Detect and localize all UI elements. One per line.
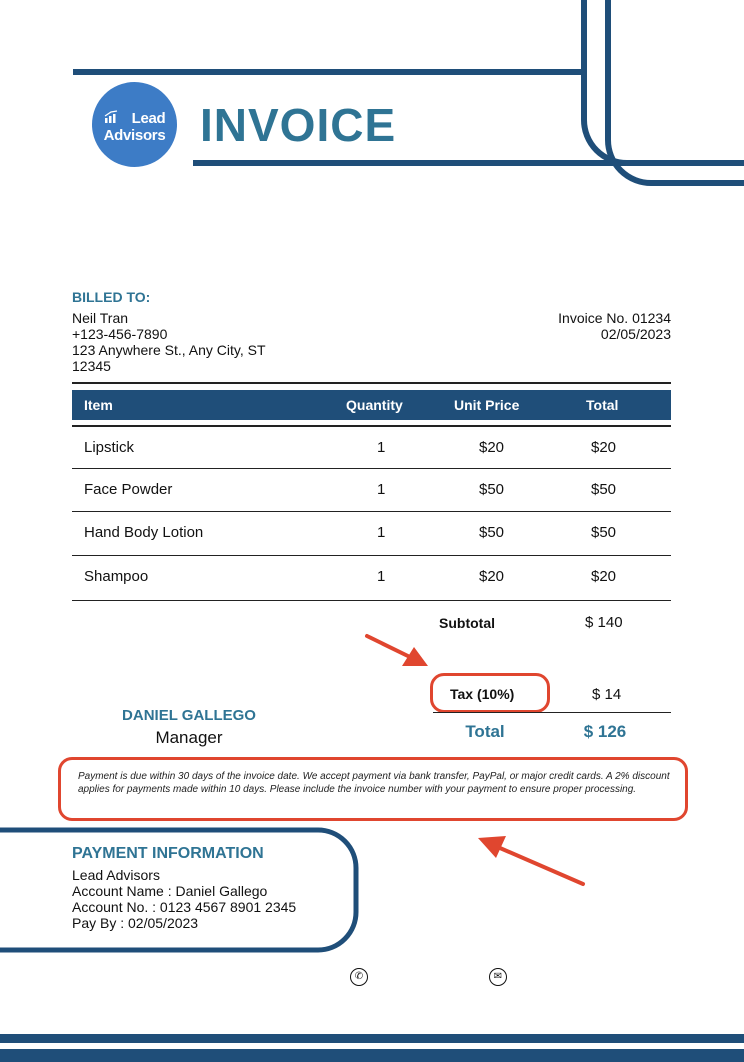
payment-account-number: Account No. : 0123 4567 8901 2345 xyxy=(72,899,297,915)
signatory-role: Manager xyxy=(155,728,223,747)
payment-account-name: Account Name : Daniel Gallego xyxy=(72,883,268,899)
header-unit-price: Unit Price xyxy=(454,397,520,413)
row-unit: $50 xyxy=(479,481,505,498)
payment-info-title: PAYMENT INFORMATION xyxy=(72,845,264,862)
row-total: $50 xyxy=(591,524,617,541)
row-item: Hand Body Lotion xyxy=(84,524,204,541)
footer-bar-bottom xyxy=(0,1049,744,1062)
row-item: Face Powder xyxy=(84,481,173,498)
row-total: $20 xyxy=(591,568,617,585)
row-qty: 1 xyxy=(377,439,386,456)
header-quantity: Quantity xyxy=(346,397,403,413)
footer-bar-top xyxy=(0,1034,744,1043)
payment-company: Lead Advisors xyxy=(72,867,160,883)
total-label: Total xyxy=(465,722,505,741)
row-qty: 1 xyxy=(377,481,386,498)
payment-terms-note: Payment is due within 30 days of the invoice date. We accept payment via bank transfer, PayPal, or major credit cards. A 2% discount applies for payments made within 10 days. Please include the invoice number with your payment to ensure proper processing. xyxy=(78,771,670,795)
row-unit: $20 xyxy=(479,568,505,585)
email-icon: ✉ xyxy=(489,968,507,986)
subtotal-value: $ 140 xyxy=(585,614,623,631)
invoice-title: INVOICE xyxy=(200,99,397,151)
row-item: Shampoo xyxy=(84,568,149,585)
total-value: $ 126 xyxy=(583,722,627,741)
invoice-number: Invoice No. 01234 xyxy=(558,310,671,326)
row-item: Lipstick xyxy=(84,439,135,456)
signatory-name: DANIEL GALLEGO xyxy=(122,707,256,724)
row-total: $20 xyxy=(591,439,617,456)
logo-line-2: Advisors xyxy=(103,127,166,144)
tax-label: Tax (10%) xyxy=(450,686,515,702)
phone-icon: ✆ xyxy=(350,968,368,986)
header-total: Total xyxy=(586,397,619,413)
row-qty: 1 xyxy=(377,568,386,585)
tax-value: $ 14 xyxy=(592,686,622,703)
header-item: Item xyxy=(84,397,113,413)
billed-name: Neil Tran xyxy=(72,310,129,326)
row-unit: $20 xyxy=(479,439,505,456)
row-unit: $50 xyxy=(479,524,505,541)
logo-line-1: Lead xyxy=(131,110,166,127)
row-qty: 1 xyxy=(377,524,386,541)
payment-due-date: Pay By : 02/05/2023 xyxy=(72,915,199,931)
invoice-date: 02/05/2023 xyxy=(600,326,671,342)
billed-address: 123 Anywhere St., Any City, ST xyxy=(72,342,266,358)
subtotal-label: Subtotal xyxy=(439,615,495,631)
billed-phone: +123-456-7890 xyxy=(72,326,168,342)
billed-postcode: 12345 xyxy=(72,358,111,374)
billed-to-label: BILLED TO: xyxy=(72,289,151,305)
row-total: $50 xyxy=(591,481,617,498)
